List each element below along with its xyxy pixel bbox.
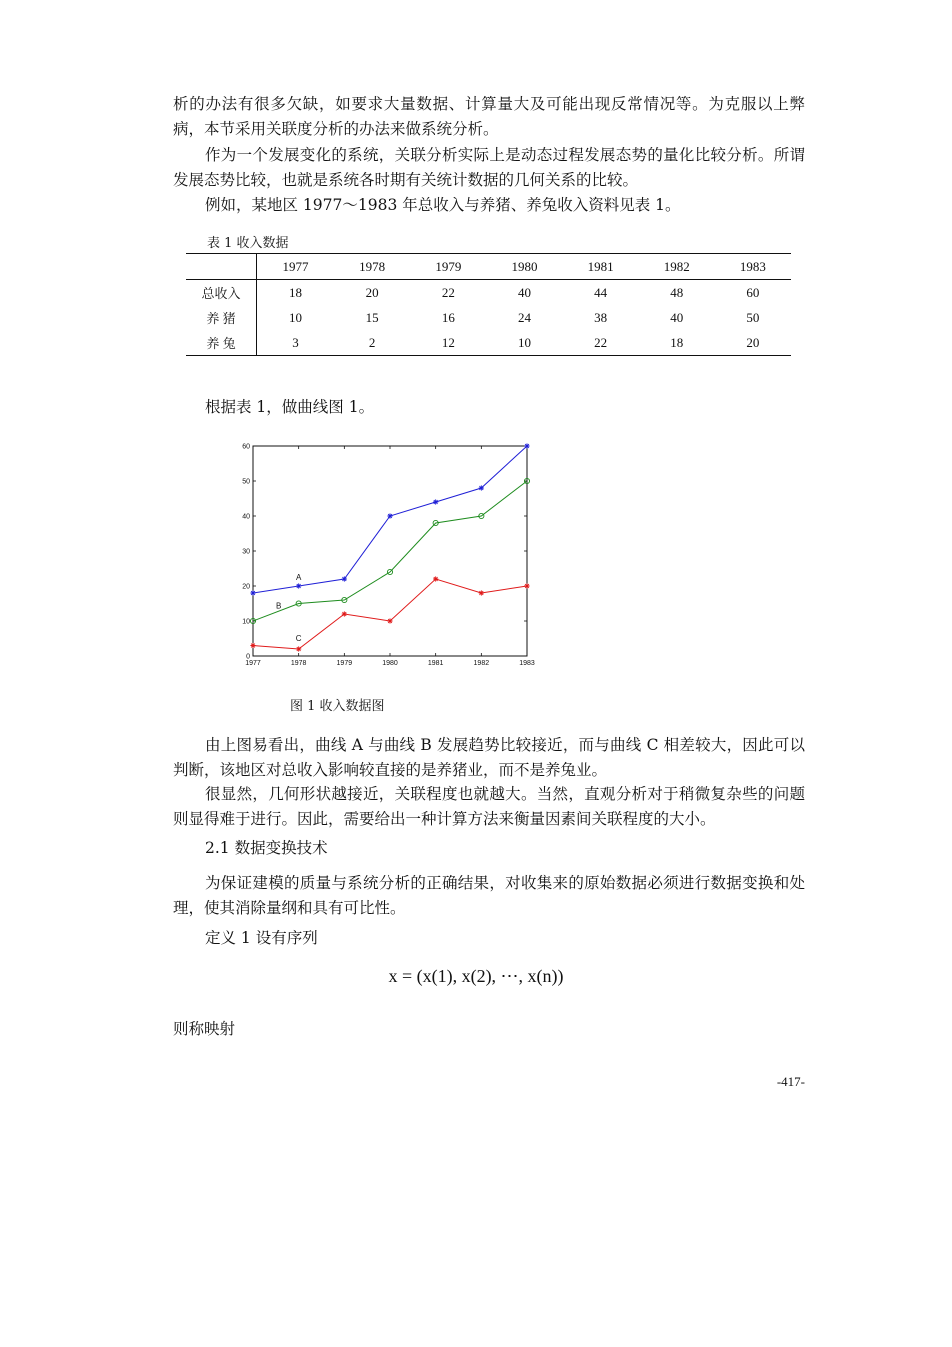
table-cell: 40	[517, 284, 531, 300]
row-label-pig-farming: 养 猪	[186, 305, 257, 330]
table-year-header: 1981	[563, 254, 639, 280]
table-corner-cell	[186, 254, 257, 280]
table-cell: 20	[715, 330, 791, 356]
table-cell: 12	[410, 330, 486, 356]
income-data-table	[186, 253, 791, 356]
row-label-rabbit-farming: 养 兔	[186, 330, 257, 356]
paragraph-data-transform: 为保证建模的质量与系统分析的正确结果，对收集来的原始数据必须进行数据变换和处理，使其消除量纲和具有可比性。	[173, 874, 805, 917]
data-point-C	[342, 611, 347, 616]
table-year-header: 1982	[639, 254, 715, 280]
data-point-A	[524, 443, 529, 448]
table-row	[186, 280, 791, 306]
curve-label-B: B	[275, 601, 282, 611]
table-cell: 38	[594, 309, 608, 325]
y-tick-label: 50	[242, 478, 250, 486]
table-header-row	[186, 254, 791, 280]
paragraph-figure-intro: 根据表 1，做曲线图 1。	[205, 398, 375, 416]
table-row	[186, 330, 791, 356]
paragraph-continuation: 析的办法有很多欠缺，如要求大量数据、计算量大及可能出现反常情况等。为克服以上弊病，本节采用关联度分析的办法来做系统分析。	[173, 95, 805, 138]
y-tick-label: 60	[242, 443, 250, 451]
data-point-C	[479, 590, 484, 595]
x-tick-label: 1980	[382, 660, 398, 667]
data-point-A	[479, 485, 484, 490]
paragraph-mapping: 则称映射	[173, 1020, 236, 1038]
income-line-chart	[226, 436, 542, 676]
table-cell: 50	[746, 309, 760, 325]
x-tick-label: 1979	[336, 660, 353, 667]
table-cell: 40	[670, 309, 684, 325]
data-point-C	[524, 583, 529, 588]
x-tick-label: 1983	[519, 660, 535, 667]
x-tick-label: 1981	[427, 660, 444, 667]
table-cell: 18	[639, 330, 715, 356]
table-year-header: 1979	[410, 254, 486, 280]
x-tick-label: 1982	[473, 660, 490, 667]
table-year-header: 1978	[334, 254, 410, 280]
definition-label: 定义 1 设有序列	[205, 929, 318, 947]
row-label-total-income: 总收入	[186, 280, 257, 306]
table-year-header: 1977	[257, 254, 335, 280]
table-row	[186, 305, 791, 330]
data-point-A	[387, 513, 392, 518]
table-cell: 18	[289, 284, 303, 300]
table-cell: 3	[257, 330, 335, 356]
table-cell: 15	[365, 309, 379, 325]
table-cell: 20	[365, 284, 379, 300]
curve-label-A: A	[295, 573, 302, 582]
table-year-header: 1983	[715, 254, 791, 280]
data-point-C	[387, 618, 392, 623]
data-point-A	[296, 583, 301, 588]
page-number: -417-	[776, 1074, 805, 1089]
y-tick-label: 0	[246, 653, 250, 661]
table-caption: 表 1 收入数据	[207, 236, 289, 251]
y-tick-label: 10	[242, 618, 250, 626]
section-heading: 2.1 数据变换技术	[205, 839, 328, 857]
y-tick-label: 20	[242, 583, 250, 591]
y-tick-label: 40	[242, 513, 250, 521]
plot-frame	[253, 446, 527, 656]
x-tick-label: 1978	[290, 660, 307, 667]
table-cell: 10	[486, 330, 562, 356]
table-cell: 10	[289, 309, 303, 325]
paragraph-trend-comparison: 作为一个发展变化的系统，关联分析实际上是动态过程发展态势的量化比较分析。所谓发展态势比较，也就是系统各时期有关统计数据的几何关系的比较。	[173, 146, 805, 189]
series-line-A	[253, 446, 527, 593]
series-line-B	[253, 481, 527, 621]
data-point-A	[250, 590, 255, 595]
y-tick-label: 30	[242, 548, 250, 556]
series-line-C	[253, 579, 527, 649]
paragraph-example-intro: 例如，某地区 1977～1983 年总收入与养猪、养兔收入资料见表 1。	[205, 196, 681, 214]
table-cell: 44	[594, 284, 608, 300]
table-cell: 16	[441, 309, 455, 325]
table-cell: 22	[441, 284, 455, 300]
x-tick-label: 1977	[245, 660, 261, 667]
sequence-formula: x = (x(1), x(2), ⋯, x(n))	[388, 966, 564, 986]
paragraph-geometric-similarity: 很显然，几何形状越接近，关联程度也就越大。当然，直观分析对于稍微复杂些的问题则显得难于进行。因此，需要给出一种计算方法来衡量因素间关联程度的大小。	[173, 785, 805, 828]
paragraph-curve-analysis: 由上图易看出，曲线 A 与曲线 B 发展趋势比较接近，而与曲线 C 相差较大，因此可以判断，该地区对总收入影响较直接的是养猪业，而不是养兔业。	[173, 736, 805, 779]
curve-label-C: C	[295, 634, 302, 643]
table-cell: 22	[563, 330, 639, 356]
data-point-A	[433, 499, 438, 504]
data-point-C	[296, 646, 301, 651]
figure-caption: 图 1 收入数据图	[290, 699, 385, 714]
table-cell: 24	[517, 309, 531, 325]
data-point-C	[250, 643, 255, 648]
table-cell: 2	[334, 330, 410, 356]
table-cell: 48	[670, 284, 684, 300]
data-point-C	[433, 576, 438, 581]
table-year-header: 1980	[486, 254, 562, 280]
table-cell: 60	[746, 284, 760, 300]
data-point-A	[342, 576, 347, 581]
